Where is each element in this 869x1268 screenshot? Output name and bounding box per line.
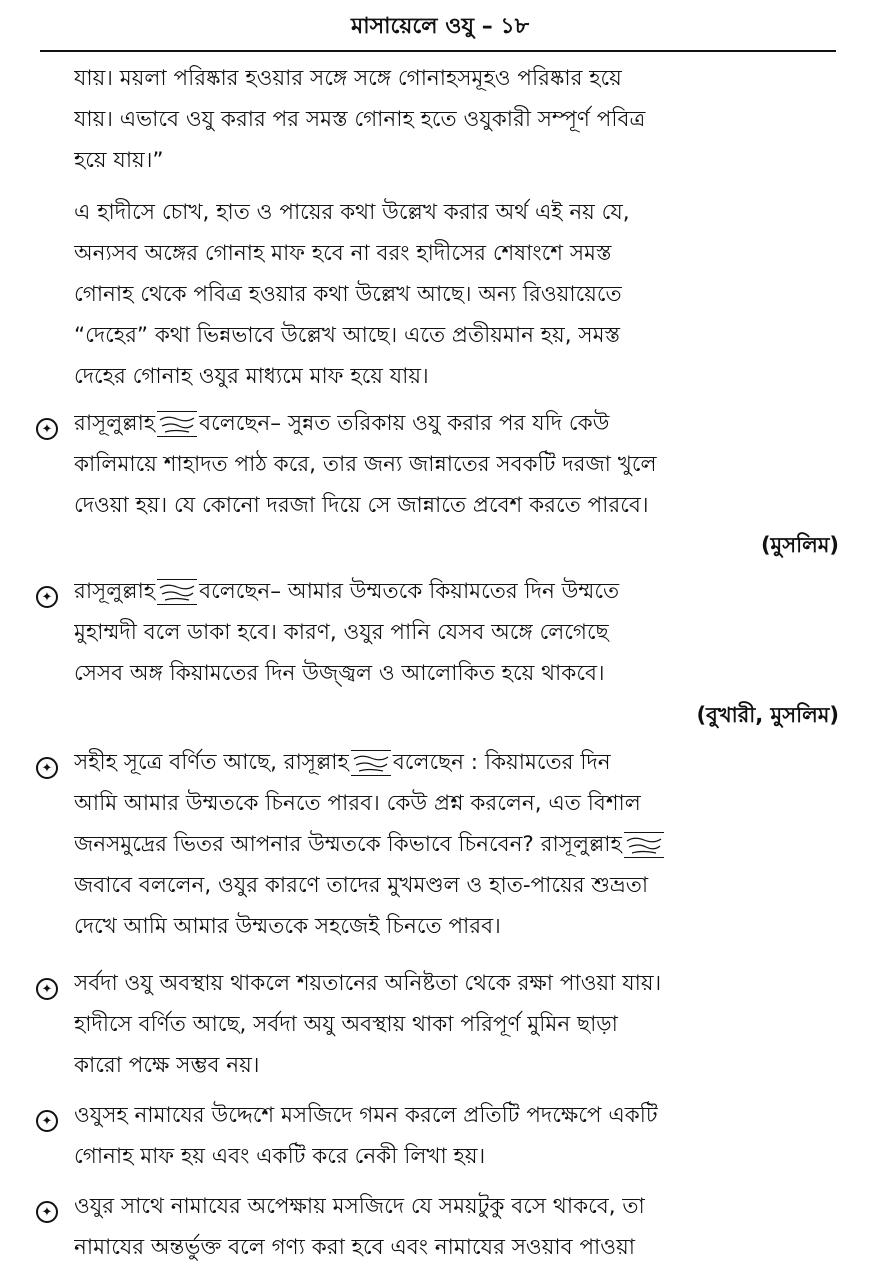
bullet-text: বলেছেন– আমার উম্মতকে কিয়ামতের দিন উম্মতে bbox=[199, 579, 620, 604]
text-line: সেসব অঙ্গ কিয়ামতের দিন উজ্জ্বল ও আলোকিত হয়ে থাকবে। bbox=[74, 661, 605, 686]
prophet-name: রাসূলুল্লাহ bbox=[74, 411, 156, 436]
salutation-seal-icon bbox=[351, 750, 391, 776]
text-line bbox=[74, 403, 844, 444]
text-line: “দেহের” কথা ভিন্নভাবে উল্লেখ আছে। এতে প্রতীয়মান হয়, সমস্ত bbox=[74, 323, 620, 348]
bullet-text: বলেছেন– সুন্নত তরিকায় ওযু করার পর যদি কেউ bbox=[199, 411, 610, 436]
star-circle-icon: ✦ bbox=[36, 1110, 58, 1132]
citation: (মুসলিম) bbox=[760, 533, 839, 557]
bullet-item bbox=[74, 963, 844, 1086]
text-line: ওযুসহ নামাযের উদ্দেশে মসজিদে গমন করলে প্রতিটি পদক্ষেপে একটি bbox=[74, 1103, 658, 1128]
citation: (বুখারী, মুসলিম) bbox=[696, 703, 839, 727]
text-line: আমি আমার উম্মতকে চিনতে পারব। কেউ প্রশ্ন করলেন, এত বিশাল bbox=[74, 791, 641, 816]
text-line: এ হাদীসে চোখ, হাত ও পায়ের কথা উল্লেখ করার অর্থ এই নয় যে, bbox=[74, 200, 630, 225]
star-circle-icon: ✦ bbox=[36, 978, 58, 1000]
salutation-seal-icon bbox=[624, 832, 664, 858]
explanation-paragraph bbox=[74, 192, 844, 397]
text-line: হয়ে যায়।” bbox=[74, 148, 164, 173]
bullet-item bbox=[74, 403, 844, 526]
bullet-item bbox=[74, 1186, 844, 1268]
text-line: যায়। এভাবে ওযু করার পর সমস্ত গোনাহ হতে ওযুকারী সম্পূর্ণ পবিত্র bbox=[74, 107, 646, 132]
text-line: কালিমায়ে শাহাদত পাঠ করে, তার জন্য জান্নাতের সবকটি দরজা খুলে bbox=[74, 452, 657, 477]
text-line: গোনাহ থেকে পবিত্র হওয়ার কথা উল্লেখ আছে। অন্য রিওয়ায়েতে bbox=[74, 282, 622, 307]
text-line: দেহের গোনাহ ওযুর মাধ্যমে মাফ হয়ে যায়। bbox=[74, 364, 429, 389]
text-line: গোনাহ মাফ হয় এবং একটি করে নেকী লিখা হয়। bbox=[74, 1144, 486, 1169]
text-line bbox=[74, 824, 844, 865]
text-line: অন্যসব অঙ্গের গোনাহ মাফ হবে না বরং হাদীসের শেষাংশে সমস্ত bbox=[74, 241, 612, 266]
text-line: যায়। ময়লা পরিষ্কার হওয়ার সঙ্গে সঙ্গে গোনাহসমূহও পরিষ্কার হয়ে bbox=[74, 66, 622, 91]
text-line bbox=[74, 742, 844, 783]
text-line: দেখে আমি আমার উম্মতকে সহজেই চিনতে পারব। bbox=[74, 914, 501, 939]
bullet-text: বলেছেন : কিয়ামতের দিন bbox=[392, 750, 611, 775]
text-line: ওযুর সাথে নামাযের অপেক্ষায় মসজিদে যে সময়টুকু বসে থাকবে, তা bbox=[74, 1194, 645, 1219]
star-circle-icon: ✦ bbox=[36, 586, 58, 608]
text-line: হাদীসে বর্ণিত আছে, সর্বদা অযু অবস্থায় থাকা পরিপূর্ণ মুমিন ছাড়া bbox=[74, 1012, 618, 1037]
bullet-item bbox=[74, 742, 844, 947]
bullet-item bbox=[74, 1095, 844, 1177]
text-line: সর্বদা ওযু অবস্থায় থাকলে শয়তানের অনিষ্টতা থেকে রক্ষা পাওয়া যায়। bbox=[74, 971, 662, 996]
star-circle-icon: ✦ bbox=[36, 757, 58, 779]
header-rule bbox=[40, 50, 836, 52]
text-line bbox=[74, 571, 844, 612]
intro-paragraph bbox=[74, 58, 844, 181]
star-circle-icon: ✦ bbox=[36, 1201, 58, 1223]
text-line: মুহাম্মদী বলে ডাকা হবে। কারণ, ওযুর পানি যেসব অঙ্গে লেগেছে bbox=[74, 620, 609, 645]
salutation-seal-icon bbox=[157, 411, 197, 437]
text-line: জবাবে বললেন, ওযুর কারণে তাদের মুখমণ্ডল ও হাত-পায়ের শুভ্রতা bbox=[74, 873, 649, 898]
bullet-text: জনসমুদ্রের ভিতর আপনার উম্মতকে কিভাবে চিনবেন? রাসূলুল্লাহ bbox=[74, 832, 622, 857]
text-line: কারো পক্ষে সম্ভব নয়। bbox=[74, 1053, 260, 1078]
star-circle-icon: ✦ bbox=[36, 418, 58, 440]
text-line: নামাযের অন্তর্ভুক্ত বলে গণ্য করা হবে এবং নামাযের সওয়াব পাওয়া bbox=[74, 1235, 636, 1260]
salutation-seal-icon bbox=[157, 579, 197, 605]
bullet-text: সহীহ সূত্রে বর্ণিত আছে, রাসূল্লাহ bbox=[74, 750, 349, 775]
bullet-item bbox=[74, 571, 844, 694]
text-line: দেওয়া হয়। যে কোনো দরজা দিয়ে সে জান্নাতে প্রবেশ করতে পারবে। bbox=[74, 493, 649, 518]
prophet-name: রাসূলুল্লাহ bbox=[74, 579, 156, 604]
page-header: মাসায়েলে ওযু – ১৮ bbox=[351, 14, 529, 39]
